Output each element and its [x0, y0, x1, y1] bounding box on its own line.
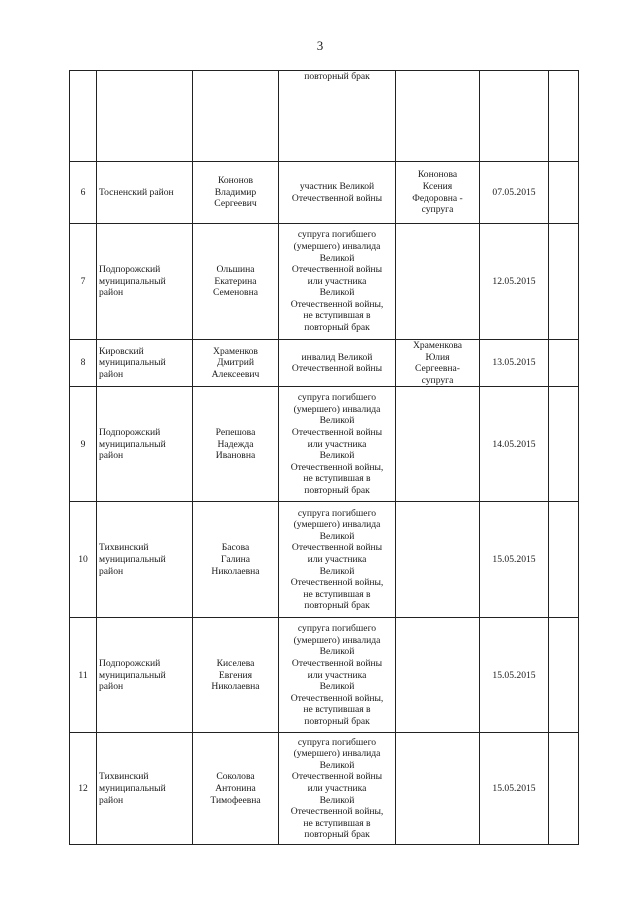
veteran-name-line: Ольшина [216, 264, 255, 276]
status-line: супруга погибшего [297, 229, 377, 241]
district-cell [97, 340, 193, 387]
status-cell [279, 224, 396, 340]
status-line: супруга погибшего [297, 623, 377, 635]
district-line: Тихвинский [99, 542, 149, 554]
district-cell [97, 71, 193, 162]
row-number-cell: 12 [70, 733, 97, 845]
status-line: Отечественной войны [291, 264, 383, 276]
district-line: Подпорожский [99, 426, 161, 438]
status-line: (умершего) инвалида [293, 748, 381, 760]
veteran-name-line: Надежда [217, 438, 254, 450]
status-line: Отечественной войны [291, 657, 383, 669]
district-line: Подпорожский [99, 264, 161, 276]
veteran-name-cell [193, 502, 279, 618]
status-line: не вступившая в [303, 588, 371, 600]
notes-cell [549, 502, 579, 618]
date-cell: 07.05.2015 [480, 162, 549, 224]
status-line: Отечественной войны [291, 771, 383, 783]
status-line: повторный брак [304, 600, 370, 612]
district-line: муниципальный [99, 554, 166, 566]
notes-cell [549, 71, 579, 162]
status-line: супруга погибшего [297, 736, 377, 748]
notes-cell [549, 387, 579, 502]
table-row [70, 340, 579, 387]
status-line: Великой [319, 287, 355, 299]
district-line: район [99, 287, 124, 299]
status-line: (умершего) инвалида [293, 519, 381, 531]
table-row [70, 387, 579, 502]
veteran-name-line: Антонина [215, 783, 256, 795]
table-row [70, 162, 579, 224]
district-line: район [99, 368, 124, 380]
status-line: повторный брак [304, 484, 370, 496]
district-cell [97, 387, 193, 502]
family-member-cell [396, 162, 480, 224]
status-line: или участника [307, 669, 367, 681]
district-line: район [99, 450, 124, 462]
veteran-name-line: Киселева [216, 657, 255, 669]
status-line: не вступившая в [303, 473, 371, 485]
family-member-cell [396, 502, 480, 618]
status-line: супруга погибшего [297, 507, 377, 519]
family-member-line: супруга [421, 204, 454, 216]
status-line: или участника [307, 554, 367, 566]
date-cell: 15.05.2015 [480, 502, 549, 618]
veteran-name-line: Алексеевич [211, 368, 260, 380]
district-line: Подпорожский [99, 657, 161, 669]
table-row [70, 618, 579, 733]
status-line: не вступившая в [303, 704, 371, 716]
status-line: Великой [319, 646, 355, 658]
status-line: Великой [319, 530, 355, 542]
status-line: Отечественной войны, [290, 692, 384, 704]
status-line: не вступившая в [303, 817, 371, 829]
status-line: Отечественной войны, [290, 806, 384, 818]
status-line: инвалид Великой [301, 351, 373, 363]
status-line: не вступившая в [303, 310, 371, 322]
district-line: муниципальный [99, 669, 166, 681]
status-line: Отечественной войны, [290, 461, 384, 473]
registry-table [69, 70, 579, 845]
status-cell [279, 340, 396, 387]
veteran-name-cell [193, 618, 279, 733]
district-line: муниципальный [99, 357, 166, 369]
family-member-line: Сергеевна- [414, 363, 460, 375]
veteran-name-cell [193, 733, 279, 845]
status-line: (умершего) инвалида [293, 403, 381, 415]
family-member-line: Кононова [417, 169, 458, 181]
status-line: Отечественной войны, [290, 577, 384, 589]
table-row [70, 502, 579, 618]
veteran-name-line: Дмитрий [216, 357, 255, 369]
status-line: или участника [307, 275, 367, 287]
row-number-cell [70, 71, 97, 162]
notes-cell [549, 340, 579, 387]
registry-table-body [70, 71, 579, 845]
district-line: район [99, 565, 124, 577]
page-number: 3 [316, 38, 324, 53]
veteran-name-line: Николаевна [211, 565, 260, 577]
notes-cell [549, 733, 579, 845]
status-line: Отечественной войны [291, 426, 383, 438]
status-line: Великой [319, 565, 355, 577]
district-cell [97, 502, 193, 618]
status-line: (умершего) инвалида [293, 240, 381, 252]
table-row [70, 224, 579, 340]
notes-cell [549, 618, 579, 733]
district-cell [97, 224, 193, 340]
district-line: район [99, 794, 124, 806]
row-number-cell: 10 [70, 502, 97, 618]
veteran-name-line: Галина [221, 554, 250, 566]
family-member-line: Юлия [425, 351, 450, 363]
veteran-name-cell [193, 162, 279, 224]
family-member-cell [396, 224, 480, 340]
notes-cell [549, 224, 579, 340]
veteran-name-line: Репешова [215, 426, 256, 438]
table-row [70, 733, 579, 845]
family-member-line: Федоровна - [412, 192, 463, 204]
status-line: Великой [319, 252, 355, 264]
veteran-name-line: Семеновна [213, 287, 258, 299]
status-cell [279, 733, 396, 845]
veteran-name-cell [193, 387, 279, 502]
status-line: или участника [307, 438, 367, 450]
family-member-cell [396, 387, 480, 502]
status-line: повторный брак [304, 322, 370, 334]
status-line: Отечественной войны, [290, 298, 384, 310]
status-line: повторный брак [304, 71, 370, 82]
family-member-line: Храменкова [412, 340, 463, 351]
status-line: Отечественной войны [291, 363, 383, 375]
district-cell [97, 162, 193, 224]
veteran-name-line: Ивановна [215, 450, 256, 462]
veteran-name-line: Тимофеевна [210, 794, 261, 806]
district-line: район [99, 681, 124, 693]
status-line: Великой [319, 759, 355, 771]
district-cell [97, 618, 193, 733]
status-cell [279, 618, 396, 733]
family-member-line: супруга [421, 374, 454, 386]
veteran-name-line: Басова [221, 542, 250, 554]
status-cell [279, 162, 396, 224]
status-line: Великой [319, 681, 355, 693]
district-line: Кировский [99, 345, 144, 357]
row-number-cell: 6 [70, 162, 97, 224]
status-cell [279, 71, 396, 162]
status-line: Отечественной войны [291, 542, 383, 554]
family-member-cell [396, 733, 480, 845]
veteran-name-line: Храменков [213, 345, 258, 357]
date-cell: 15.05.2015 [480, 733, 549, 845]
veteran-name-line: Соколова [216, 771, 255, 783]
status-line: или участника [307, 783, 367, 795]
district-cell [97, 733, 193, 845]
veteran-name-line: Николаевна [211, 681, 260, 693]
veteran-name-line: Сергеевич [214, 198, 257, 210]
veteran-name-cell [193, 224, 279, 340]
district-line: Тихвинский [99, 771, 149, 783]
family-member-cell [396, 618, 480, 733]
district-line: муниципальный [99, 783, 166, 795]
status-line: Великой [319, 415, 355, 427]
veteran-name-line: Евгения [218, 669, 253, 681]
date-cell: 13.05.2015 [480, 340, 549, 387]
status-line: Великой [319, 450, 355, 462]
family-member-cell [396, 340, 480, 387]
veteran-name-line: Владимир [214, 186, 257, 198]
date-cell [480, 71, 549, 162]
status-line: Отечественной войны [291, 192, 383, 204]
table-row [70, 71, 579, 162]
veteran-name-cell [193, 340, 279, 387]
family-member-line: Ксения [422, 180, 453, 192]
district-line: муниципальный [99, 275, 166, 287]
date-cell: 14.05.2015 [480, 387, 549, 502]
row-number-cell: 9 [70, 387, 97, 502]
status-line: (умершего) инвалида [293, 634, 381, 646]
row-number-cell: 7 [70, 224, 97, 340]
veteran-name-line: Екатерина [214, 275, 257, 287]
date-cell: 15.05.2015 [480, 618, 549, 733]
row-number-cell: 8 [70, 340, 97, 387]
status-cell [279, 387, 396, 502]
date-cell: 12.05.2015 [480, 224, 549, 340]
status-line: Великой [319, 794, 355, 806]
status-cell [279, 502, 396, 618]
veteran-name-cell [193, 71, 279, 162]
status-line: повторный брак [304, 715, 370, 727]
veteran-name-line: Кононов [217, 175, 254, 187]
status-line: повторный брак [304, 829, 370, 841]
family-member-cell [396, 71, 480, 162]
row-number-cell: 11 [70, 618, 97, 733]
district-line: муниципальный [99, 438, 166, 450]
status-line: участник Великой [299, 180, 375, 192]
district-line: Тосненский район [99, 186, 174, 198]
notes-cell [549, 162, 579, 224]
status-line: супруга погибшего [297, 392, 377, 404]
